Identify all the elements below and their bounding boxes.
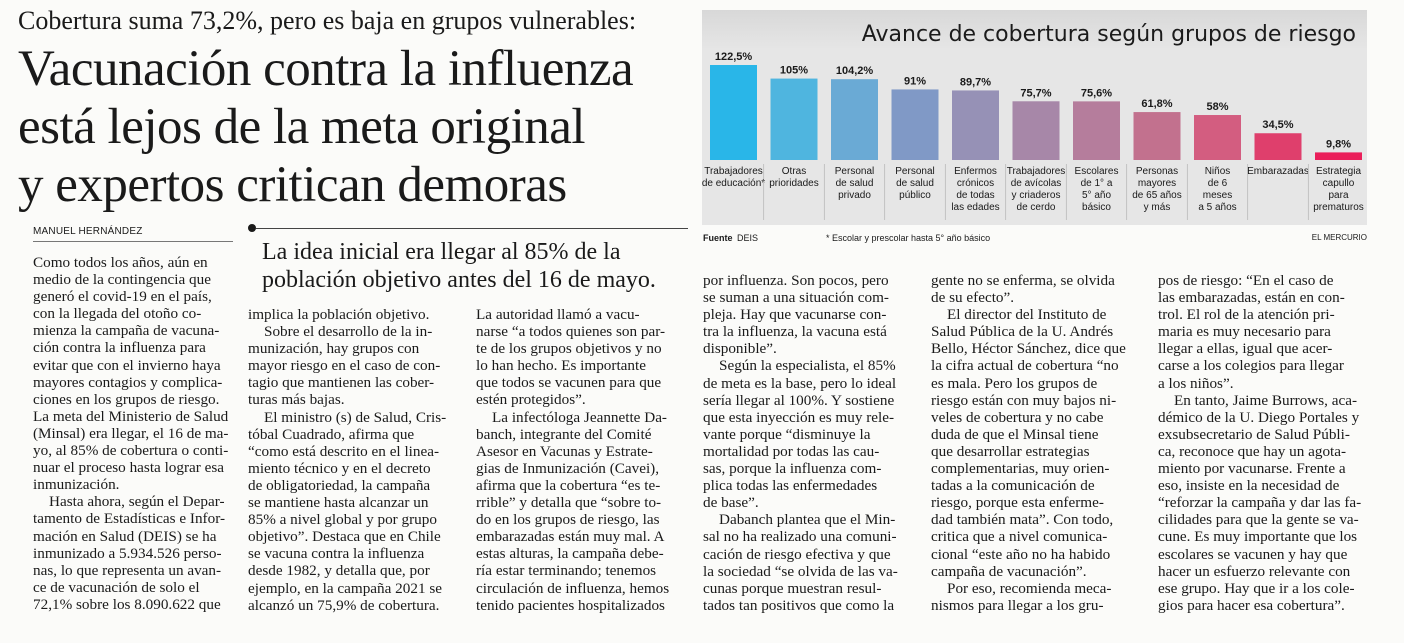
body-text-line: la sociedad “se olvida de las va-	[703, 562, 898, 580]
chart-category-label: Trabajadores	[704, 166, 763, 177]
body-text-line: gios para hacer esa cobertura”.	[1158, 596, 1345, 614]
body-text-line: ción contra la influenza para	[33, 339, 206, 357]
body-text-line: de su efecto”.	[931, 289, 1015, 307]
body-text-line: mienza la campaña de vacuna-	[33, 322, 220, 340]
body-text-line: trol. El rol de la atención pri-	[1158, 306, 1335, 324]
body-column-4	[703, 272, 898, 614]
body-text-line: cación de riesgo efectiva y que	[703, 545, 891, 563]
body-text-line: Por eso, recomienda meca-	[947, 579, 1112, 597]
pullquote-line: población objetivo antes del 16 de mayo.	[262, 267, 656, 293]
body-text-line: ce de vacunación de solo el	[33, 578, 200, 596]
chart-value-label: 122,5%	[714, 51, 753, 63]
byline: MANUEL HERNÁNDEZ	[33, 226, 143, 237]
pullquote-line: La idea inicial era llegar al 85% de la	[262, 239, 621, 265]
chart-bar	[1134, 112, 1181, 160]
chart-value-label: 61,8%	[1141, 98, 1173, 111]
chart-category-label: de todas	[956, 190, 995, 201]
body-text-line: Según la especialista, el 85%	[719, 357, 896, 375]
body-text-line: la cifra actual de cobertura “no	[931, 357, 1119, 375]
kicker: Cobertura suma 73,2%, pero es baja en grupos vulnerables:	[18, 6, 637, 35]
chart-bar	[831, 79, 878, 160]
body-text-line: nismos para llegar a los gru-	[931, 596, 1104, 614]
body-text-line: de base”.	[703, 494, 759, 512]
body-text-line: riesgo están con muy bajos ni-	[931, 391, 1117, 409]
body-text-line: de obligatoriedad, la campaña	[248, 476, 431, 494]
body-text-line: se suman a una situación com-	[703, 289, 889, 307]
body-text-line: En tanto, Jaime Burrows, aca-	[1174, 391, 1358, 409]
body-text-line: por influenza. Son pocos, pero	[703, 272, 889, 289]
chart-value-label: 75,6%	[1080, 87, 1113, 100]
body-text-line: tagio que mantienen las cober-	[248, 374, 435, 392]
body-text-line: las embarazadas, están en con-	[1158, 289, 1345, 307]
body-text-line: démico de la U. Diego Portales y	[1158, 408, 1360, 426]
body-text-line: campaña de vacunación”.	[931, 562, 1087, 580]
body-column-2	[248, 306, 446, 614]
body-text-line: 85% a nivel global y por grupo	[248, 511, 437, 529]
body-text-line: cional “este año no ha habido	[931, 545, 1111, 563]
chart-bar	[1073, 101, 1120, 160]
body-text-line: tados tan positivos que como la	[703, 596, 895, 614]
body-text-line: Dabanch plantea que el Min-	[719, 511, 896, 529]
chart-category-label: de avícolas	[1010, 178, 1062, 189]
body-text-line: es mala. Pero los grupos de	[931, 374, 1098, 392]
chart-value-label: 104,2%	[835, 65, 874, 78]
source-label: Fuente	[703, 233, 733, 243]
body-text-line: banch, integrante del Comité	[476, 425, 652, 443]
body-text-line: Hasta ahora, según el Depar-	[49, 493, 225, 511]
body-text-line: gias de Inmunización (Cavei),	[476, 459, 660, 477]
chart-category-label: 5° año	[1081, 190, 1112, 201]
body-text-line: veles de cobertura y no cabe	[931, 408, 1104, 426]
body-text-line: miento por vacunarse. Frente a	[1158, 460, 1346, 478]
chart-category-label: de 65 años	[1132, 190, 1182, 201]
body-text-line: El director del Instituto de	[947, 306, 1107, 324]
body-text-line: Salud Pública de la U. Andrés	[931, 323, 1114, 341]
body-text-line: tenido pacientes hospitalizados	[476, 596, 665, 614]
chart-category-label: de cerdo	[1016, 202, 1056, 213]
chart-category-label: de salud	[896, 178, 934, 189]
chart-bar	[1255, 133, 1302, 160]
body-text-line: Como todos los años, aún en	[33, 254, 208, 271]
chart-category-label: crónicos	[956, 178, 995, 189]
body-text-line: rrible” y detalla que “sobre to-	[476, 494, 662, 512]
body-text-line: narse “a todos quienes son par-	[476, 323, 666, 341]
body-text-line: vante porque “disminuye la	[703, 425, 871, 443]
chart-bar	[710, 65, 757, 160]
chart-value-label: 9,8%	[1325, 138, 1352, 151]
source-name: DEIS	[737, 233, 759, 243]
chart-category-label: prematuros	[1313, 202, 1364, 213]
body-text-line: lo han hecho. Es importante	[476, 357, 646, 375]
body-text-line: generó el covid-19 en el país,	[33, 288, 212, 306]
chart-title: Avance de cobertura según grupos de riesgo	[861, 22, 1356, 47]
chart-category-label: Trabajadores	[1006, 166, 1066, 177]
body-text-line: implica la población objetivo.	[248, 306, 430, 323]
pullquote	[262, 238, 692, 294]
body-text-line: complementarias, muy orien-	[931, 460, 1110, 478]
body-text-line: sería llegar al 100%. Y sostiene	[703, 391, 895, 409]
body-text-line: disponible”.	[703, 340, 777, 358]
byline-rule	[33, 241, 233, 242]
body-text-line: que todos se vacunen para que	[476, 374, 662, 392]
chart-value-label: 34,5%	[1262, 119, 1294, 132]
body-text-line: estas alturas, la campaña debe-	[476, 545, 664, 563]
chart-category-label: Otras	[781, 166, 807, 177]
body-text-line: mayores contagios y complica-	[33, 373, 223, 391]
chart-category-label: Personas	[1135, 166, 1179, 177]
body-text-line: turas más bajas.	[248, 391, 345, 409]
body-text-line: duda de que el Minsal tiene	[931, 425, 1099, 443]
body-text-line: pos de riesgo: “En el caso de	[1158, 272, 1334, 289]
chart-value-label: 105%	[779, 64, 809, 77]
body-text-line: cilidades para que la gente se va-	[1158, 511, 1359, 529]
body-text-line: La meta del Ministerio de Salud	[33, 407, 229, 425]
body-text-line: ejemplo, en la campaña 2021 se	[248, 579, 442, 597]
chart-category-label: y más	[1143, 202, 1171, 213]
body-text-line: tamento de Estadísticas e Infor-	[33, 510, 226, 528]
source-footnote: * Escolar y prescolar hasta 5° año básico	[826, 233, 991, 243]
body-text-line: con la llegada del otoño co-	[33, 305, 202, 323]
body-text-line: cunas porque muestran resul-	[703, 579, 882, 597]
body-text-line: plica todas las enfermedades	[703, 477, 878, 495]
body-text-line: se mantiene hasta alcanzar un	[248, 494, 429, 512]
body-text-line: Asesor en Vacunas y Estrate-	[476, 442, 653, 460]
body-text-line: “reforzar la campaña y dar las fa-	[1158, 494, 1362, 512]
body-text-line: desde 1982, y detalla que, por	[248, 562, 430, 580]
body-text-line: gente no se enferma, se olvida	[931, 272, 1115, 289]
body-text-line: exsubsecretario de Salud Públi-	[1158, 425, 1350, 443]
chart-category-label: público	[899, 190, 931, 201]
body-text-line: alcanzó un 75,9% de cobertura.	[248, 596, 440, 614]
body-text-line: La infectóloga Jeannette Da-	[492, 408, 667, 426]
body-text-line: objetivo”. Destaca que en Chile	[248, 528, 441, 546]
body-text-line: ciones en los grupos de riesgo.	[33, 390, 220, 408]
chart-category-label: Personal	[834, 166, 875, 177]
body-text-line: 72,1% sobre los 8.090.622 que	[33, 595, 221, 613]
chart-category-label: de educación*	[702, 178, 766, 189]
body-text-line: que desarrollar estrategias	[931, 442, 1090, 460]
body-text-line: mortalidad por todas las cau-	[703, 442, 880, 460]
chart-category-label: Niños	[1204, 166, 1231, 177]
body-text-line: evitar que con el invierno haya	[33, 356, 221, 374]
chart-category-label: de salud	[835, 178, 874, 189]
body-text-line: nuar el proceso hasta lograr esa	[33, 459, 225, 477]
body-text-line: sal no ha realizado una comuni-	[703, 528, 897, 546]
body-column-3	[476, 306, 669, 614]
chart-category-label: para	[1328, 190, 1349, 201]
chart-bar	[771, 79, 818, 160]
chart-value-label: 75,7%	[1020, 87, 1052, 100]
chart-category-label: básico	[1082, 202, 1111, 213]
body-text-line: do en los grupos de riesgo, las	[476, 511, 660, 529]
body-text-line: tadas a la comunicación de	[931, 477, 1095, 495]
chart-category-label: mayores	[1137, 178, 1177, 189]
body-text-line: se vacuna contra la influenza	[248, 545, 425, 563]
chart-category-label: capullo	[1322, 178, 1355, 189]
body-text-line: inmunizado a 5.934.526 perso-	[33, 544, 222, 562]
body-text-line: ría estar terminando; tenemos	[476, 562, 657, 580]
body-text-line: (Minsal) era llegar, el 16 de ma-	[33, 424, 229, 442]
body-text-line: te de los grupos objetivos y no	[476, 340, 662, 358]
chart-category-label: de 6	[1207, 178, 1228, 189]
body-text-line: riesgo, porque esta enferme-	[931, 494, 1104, 512]
source-credit: EL MERCURIO	[1311, 233, 1367, 242]
body-text-line: Bello, Héctor Sánchez, dice que	[931, 340, 1126, 358]
body-text-line: sas, porque la influenza com-	[703, 460, 882, 478]
headline	[18, 40, 688, 214]
body-text-line: Sobre el desarrollo de la in-	[264, 323, 433, 341]
chart-category-label: de 1° a	[1080, 178, 1113, 189]
chart-category-label: privado	[838, 190, 871, 201]
chart-bar	[952, 90, 999, 160]
headline-line: está lejos de la meta original	[18, 99, 586, 155]
body-text-line: afirma que la cobertura “es te-	[476, 476, 661, 494]
chart-value-label: 91%	[903, 75, 927, 88]
body-text-line: ca, reconoce que hay un agota-	[1158, 442, 1347, 460]
body-text-line: llegar a ellas, igual que acer-	[1158, 340, 1333, 358]
body-text-line: critica que a nivel comunica-	[931, 528, 1108, 546]
chart-bar	[1315, 152, 1362, 160]
body-text-line: yo, al 85% de cobertura o conti-	[33, 442, 229, 460]
chart-bar	[1194, 115, 1241, 160]
pullquote-rule	[256, 228, 688, 229]
body-text-line: embarazadas están muy mal. A	[476, 528, 665, 546]
body-text-line: a los niños”.	[1158, 374, 1234, 392]
chart-category-label: a 5 años	[1198, 202, 1237, 213]
body-text-line: tóbal Cuadrado, afirma que	[248, 425, 415, 443]
body-text-line: eso, insiste en la necesidad de	[1158, 477, 1340, 495]
body-text-line: tra la influenza, la vacuna está	[703, 323, 887, 341]
body-text-line: inmunización.	[33, 476, 120, 494]
body-text-line: mación en Salud (DEIS) se ha	[33, 527, 217, 545]
chart-category-label: Embarazadas	[1247, 166, 1309, 177]
body-text-line: nas, lo que representa un avan-	[33, 561, 222, 579]
body-text-line: maria es muy necesario para	[1158, 323, 1331, 341]
body-text-line: cune. Es muy importante que los	[1158, 528, 1358, 546]
chart-category-label: prioridades	[769, 178, 819, 189]
body-column-5	[931, 272, 1126, 614]
headline-line: Vacunación contra la influenza	[18, 41, 634, 97]
chart-value-label: 89,7%	[959, 76, 992, 89]
chart-bar	[1013, 101, 1060, 160]
body-text-line: de meta es la base, pero lo ideal	[703, 374, 897, 392]
body-text-line: munización, hay grupos con	[248, 340, 420, 358]
chart-category-label: Estrategia	[1315, 166, 1362, 177]
body-text-line: pleja. Hay que vacunarse con-	[703, 306, 887, 324]
body-text-line: miento técnico y en el decreto	[248, 459, 431, 477]
body-text-line: mayor riesgo en el caso de con-	[248, 357, 441, 375]
chart-category-label: y criaderos	[1011, 190, 1061, 201]
chart-category-label: Escolares	[1074, 166, 1119, 177]
chart-bar	[892, 89, 939, 160]
chart-category-label: meses	[1202, 190, 1233, 201]
body-text-line: que esta inyección es muy rele-	[703, 408, 895, 426]
body-column-1	[33, 254, 228, 613]
body-text-line: “como está descrito en el linea-	[248, 442, 440, 460]
body-text-line: circulación de influenza, hemos	[476, 579, 670, 597]
chart-category-label: Personal	[895, 166, 935, 177]
body-text-line: carse a los colegios para llegar	[1158, 357, 1344, 375]
body-text-line: escolares se vacunen y hay que	[1158, 545, 1348, 563]
pullquote-bullet-icon	[248, 224, 256, 232]
body-text-line: estén protegidos”.	[476, 391, 586, 409]
body-text-line: La autoridad llamó a vacu-	[476, 306, 640, 323]
body-column-6	[1158, 272, 1361, 614]
chart-category-label: Enfermos	[954, 166, 997, 177]
body-text-line: El ministro (s) de Salud, Cris-	[264, 408, 447, 426]
body-text-line: ese grupo. Hay que ir a los cole-	[1158, 579, 1355, 597]
body-text-line: dad también mata”. Con todo,	[931, 511, 1114, 529]
body-text-line: hacer un esfuerzo relevante con	[1158, 562, 1351, 580]
body-text-line: medio de la contingencia que	[33, 271, 211, 289]
headline-line: y expertos critican demoras	[18, 157, 567, 213]
chart-category-label: las edades	[951, 202, 1000, 213]
chart-value-label: 58%	[1206, 101, 1229, 114]
